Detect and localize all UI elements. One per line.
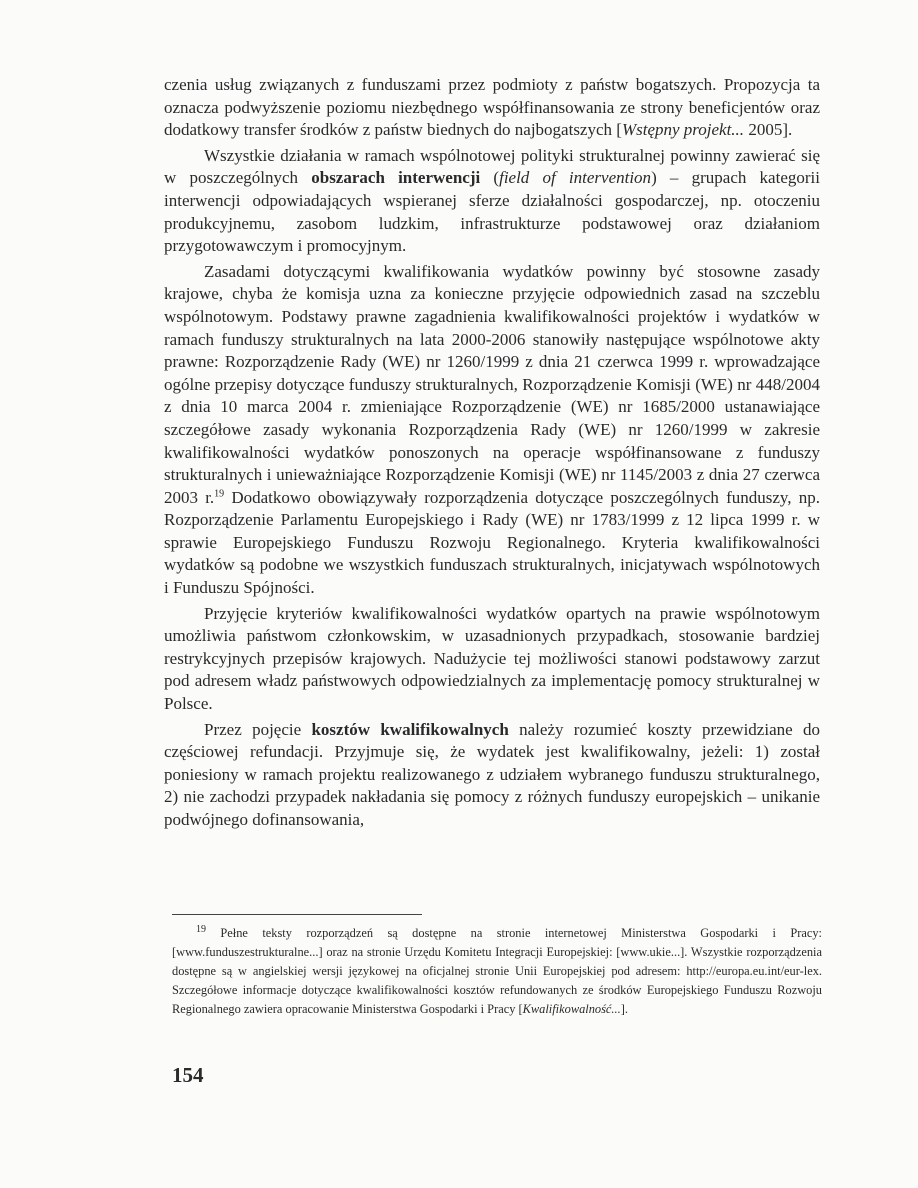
paragraph-2-tail: ) – grupach kategorii interwencji odpowiadających wspieranej sferze działalności gospodarczej, np. otoczeniu produkcyjnemu, zasobom ludzkim, infrastrukturze podstawowej oraz działaniom przygotowawczym i promocyjnym. [164,168,820,256]
paragraph-5 [164,719,820,832]
footnote-number: 19 [196,923,206,935]
footnote-divider [172,914,422,915]
paragraph-5-tail: należy rozumieć koszty przewidziane do częściowej refundacji. Przyjmuje się, że wydatek jest kwalifikowalny, jeżeli: 1) został poniesiony w ramach projektu realizowanego z udziałem wybranego funduszu strukturalnego, 2) nie zachodzi przypadek nakładania się pomocy z różnych funduszy europejskich – unikanie podwójnego dofinansowania, [164,719,820,829]
footnote-citation-italic: Kwalifikowalność... [522,1002,621,1016]
paragraph-4 [164,603,820,716]
footnote-paragraph [172,924,822,1019]
paragraph-3-tail: Dodatkowo obowiązywały rozporządzenia dotyczące poszczególnych funduszy, np. Rozporządzenie Parlamentu Europejskiego i Rady (WE) nr 1783/1999 z 12 lipca 1999 r. w sprawie Europejskiego Funduszu Rozwoju Regionalnego. Kryteria kwalifikowalności wydatków są podobne we wszystkich funduszach strukturalnych, inicjatywach wspólnotowych i Funduszu Spójności. [164,487,820,598]
paragraph-3 [164,261,820,600]
term-obszary-interwencji: obszarach interwencji [311,168,481,188]
page-number: 154 [172,1063,204,1087]
footnote-tail: ]. [620,1002,628,1016]
footnote [172,924,822,1019]
footnote-text: Pełne teksty rozporządzeń są dostępne na stronie internetowej Ministerstwa Gospodarki i Pracy: [www.funduszestrukturalne...] oraz na stronie Urzędu Komitetu Integracji Europejskiej: [www.ukie...]. Wszystkie rozporządzenia dostępne są w angielskiej wersji językowej na oficjalnej stronie Unii Europejskiej pod adresem: http://europa.eu.int/eur-lex. Szczegółowe informacje dotyczące kwalifikowalności kosztów refundowanych ze środków Europejskiego Funduszu Rozwoju Regionalnego zawiera opracowanie Ministerstwa Gospodarki i Pracy [ [172,926,822,1016]
citation-italic: Wstępny projekt... [621,120,745,140]
term-field-of-intervention: field of intervention [499,168,652,188]
paragraph-1 [164,74,820,142]
paragraph-4-text: Przyjęcie kryteriów kwalifikowalności wydatków opartych na prawie wspólnotowym umożliwia państwom członkowskim, w uzasadnionych przypadkach, stosowanie bardziej restrykcyjnych przepisów krajowych. Nadużycie tej możliwości stanowi podstawowy zarzut pod adresem władz państwowych odpowiedzialnych za implementację pomocy strukturalnej w Polsce. [164,603,820,714]
paragraph-2-text: Wszystkie działania w ramach wspólnotowej polityki strukturalnej powinny zawierać się w poszczególnych [164,145,820,188]
paragraph-1-tail: 2005]. [744,120,793,140]
paragraph-3-text: Zasadami dotyczącymi kwalifikowania wydatków powinny być stosowne zasady krajowe, chyba że komisja uzna za konieczne przyjęcie odpowiednich zasad na szczeblu wspólnotowym. Podstawy prawne zagadnienia kwalifikowalności projektów i wydatków w ramach funduszy strukturalnych na lata 2000-2006 stanowiły następujące wspólnotowe akty prawne: Rozporządzenie Rady (WE) nr 1260/1999 z dnia 21 czerwca 1999 r. wprowadzające ogólne przepisy dotyczące funduszy strukturalnych, Rozporządzenie Komisji (WE) nr 448/2004 z dnia 10 marca 2004 r. zmieniające Rozporządzenie (WE) nr 1685/2000 ustanawiające szczegółowe zasady wykonania Rozporządzenia Rady (WE) nr 1260/1999 w zakresie kwalifikowalności wydatków ponoszonych na operacje współfinansowane z funduszy strukturalnych i unieważniające Rozporządzenie Komisji (WE) nr 1145/2003 z dnia 27 czerwca 2003 r. [164,261,820,507]
paragraph-2-sep: ( [480,168,500,188]
footnote-reference: 19 [214,488,225,500]
paragraph-2 [164,145,820,258]
main-text [164,74,820,832]
paragraph-5-text: Przez pojęcie [204,719,312,739]
paragraph-1-text: czenia usług związanych z funduszami przez podmioty z państw bogatszych. Propozycja ta oznacza podwyższenie poziomu niezbędnego współfinansowania ze strony beneficjentów oraz dodatkowy transfer środków z państw biednych do najbogatszych [ [164,75,820,140]
term-koszty-kwalifikowalne: kosztów kwalifikowalnych [311,719,509,739]
